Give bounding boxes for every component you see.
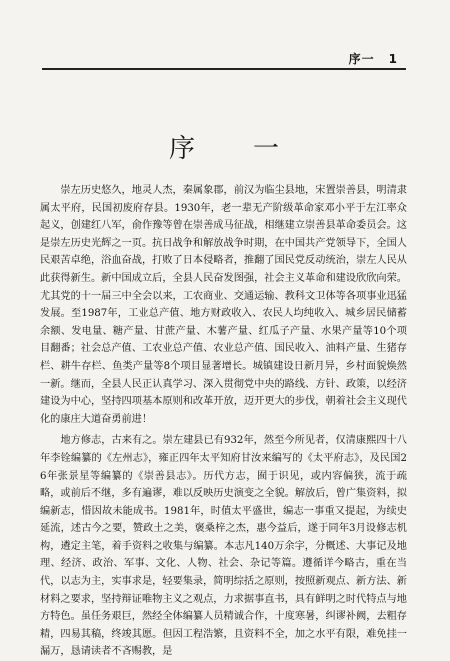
body-text — [40, 182, 407, 661]
running-header — [349, 50, 398, 67]
chapter-title-left: 序 — [168, 134, 197, 164]
header-rule — [42, 68, 406, 70]
chapter-title — [0, 128, 450, 165]
running-header-section: 序一 — [348, 52, 375, 66]
paragraph-history: 崇左历史悠久，地灵人杰，秦属象郡，前汉为临尘县地，宋置崇善县，明清隶属太平府，民国初废府存县。1930年，老一辈无产阶级革命家邓小平于左江率众起义，创建红八军，俞作豫等曾在崇善成马征战，相继建立崇善县革命委员会。这是崇左历史光辉之一页。抗日战争和解放战争时期，在中国共产党领导下，全国人民艰苦卓绝，浴血奋战，打败了日本侵略者，推翻了国民党反动统治，崇左人民从此获得新生。新中国成立后，全县人民奋发图强，社会主义革命和建设欣欣向荣。尤其党的十一届三中全会以来，工农商业、交通运输、教科文卫体等各项事业迅猛发展。至1987年，工业总产值、地方财政收入、农民人均纯收入、城乡居民储蓄余额、发电量、糖产量、甘蔗产量、木薯产量、红瓜子产量、水果产量等10个项目翻番；社会总产值、工农业总产值、农业总产值、国民收入、油料产量、生猪存栏、耕牛存栏、鱼类产量等8个项目显著增长。城镇建设日新月异，乡村面貌焕然一新。继而，全县人民正认真学习、深入贯彻党中央的路线、方针、政策，以经济建设为中心，坚持四项基本原则和改革开放，迈开更大的步伐，朝着社会主义现代化的康庄大道奋勇前进！ — [40, 185, 407, 425]
paragraph-gazetteer: 地方修志，古来有之。崇左建县已有932年，然至今所见者，仅清康熙四十八年李铨编纂的《左州志》，雍正四年太平知府甘汝来编写的《太平府志》，及民国26年张景星等编纂的《崇善县志》。历代方志，囿于识见，或内容偏狭，流于疏略，或前后不继，多有遍谬，难以反映历史演变之全貌。解放后，曾广集资料，拟编新志，惜因故未能成书。1981年，时值太平盛世，编志一事重又提起，为续史延流，述古今之要，赞政土之美，褒桑梓之杰，惠今益后，遂于同年3月设修志机构，遴定主笔，着手资料之收集与编纂。本志凡140万余字，分概述、大事记及地理、经济、政治、军事、文化、人物、社会、杂记等篇。遵循详今略古，重在当代，以志为主，实事求是，轻要集录，简明综括之原则，按照新观点、新方法、新材料之要求，坚持辩证唯物主义之观点，力求据事直书，具有鲜明之时代特点与地方特色。虽任务艰巨，然经全体编纂人员精诚合作，十度寒暑，纠谬补阙，去粗存精，四易其稿，终竣其愿。但因工程浩繁，且资料不全，加之水平有限，难免挂一漏万，恳请读者不吝赐教，是 — [40, 435, 407, 658]
chapter-title-right: 一 — [253, 134, 282, 164]
page-number: 1 — [388, 52, 398, 66]
